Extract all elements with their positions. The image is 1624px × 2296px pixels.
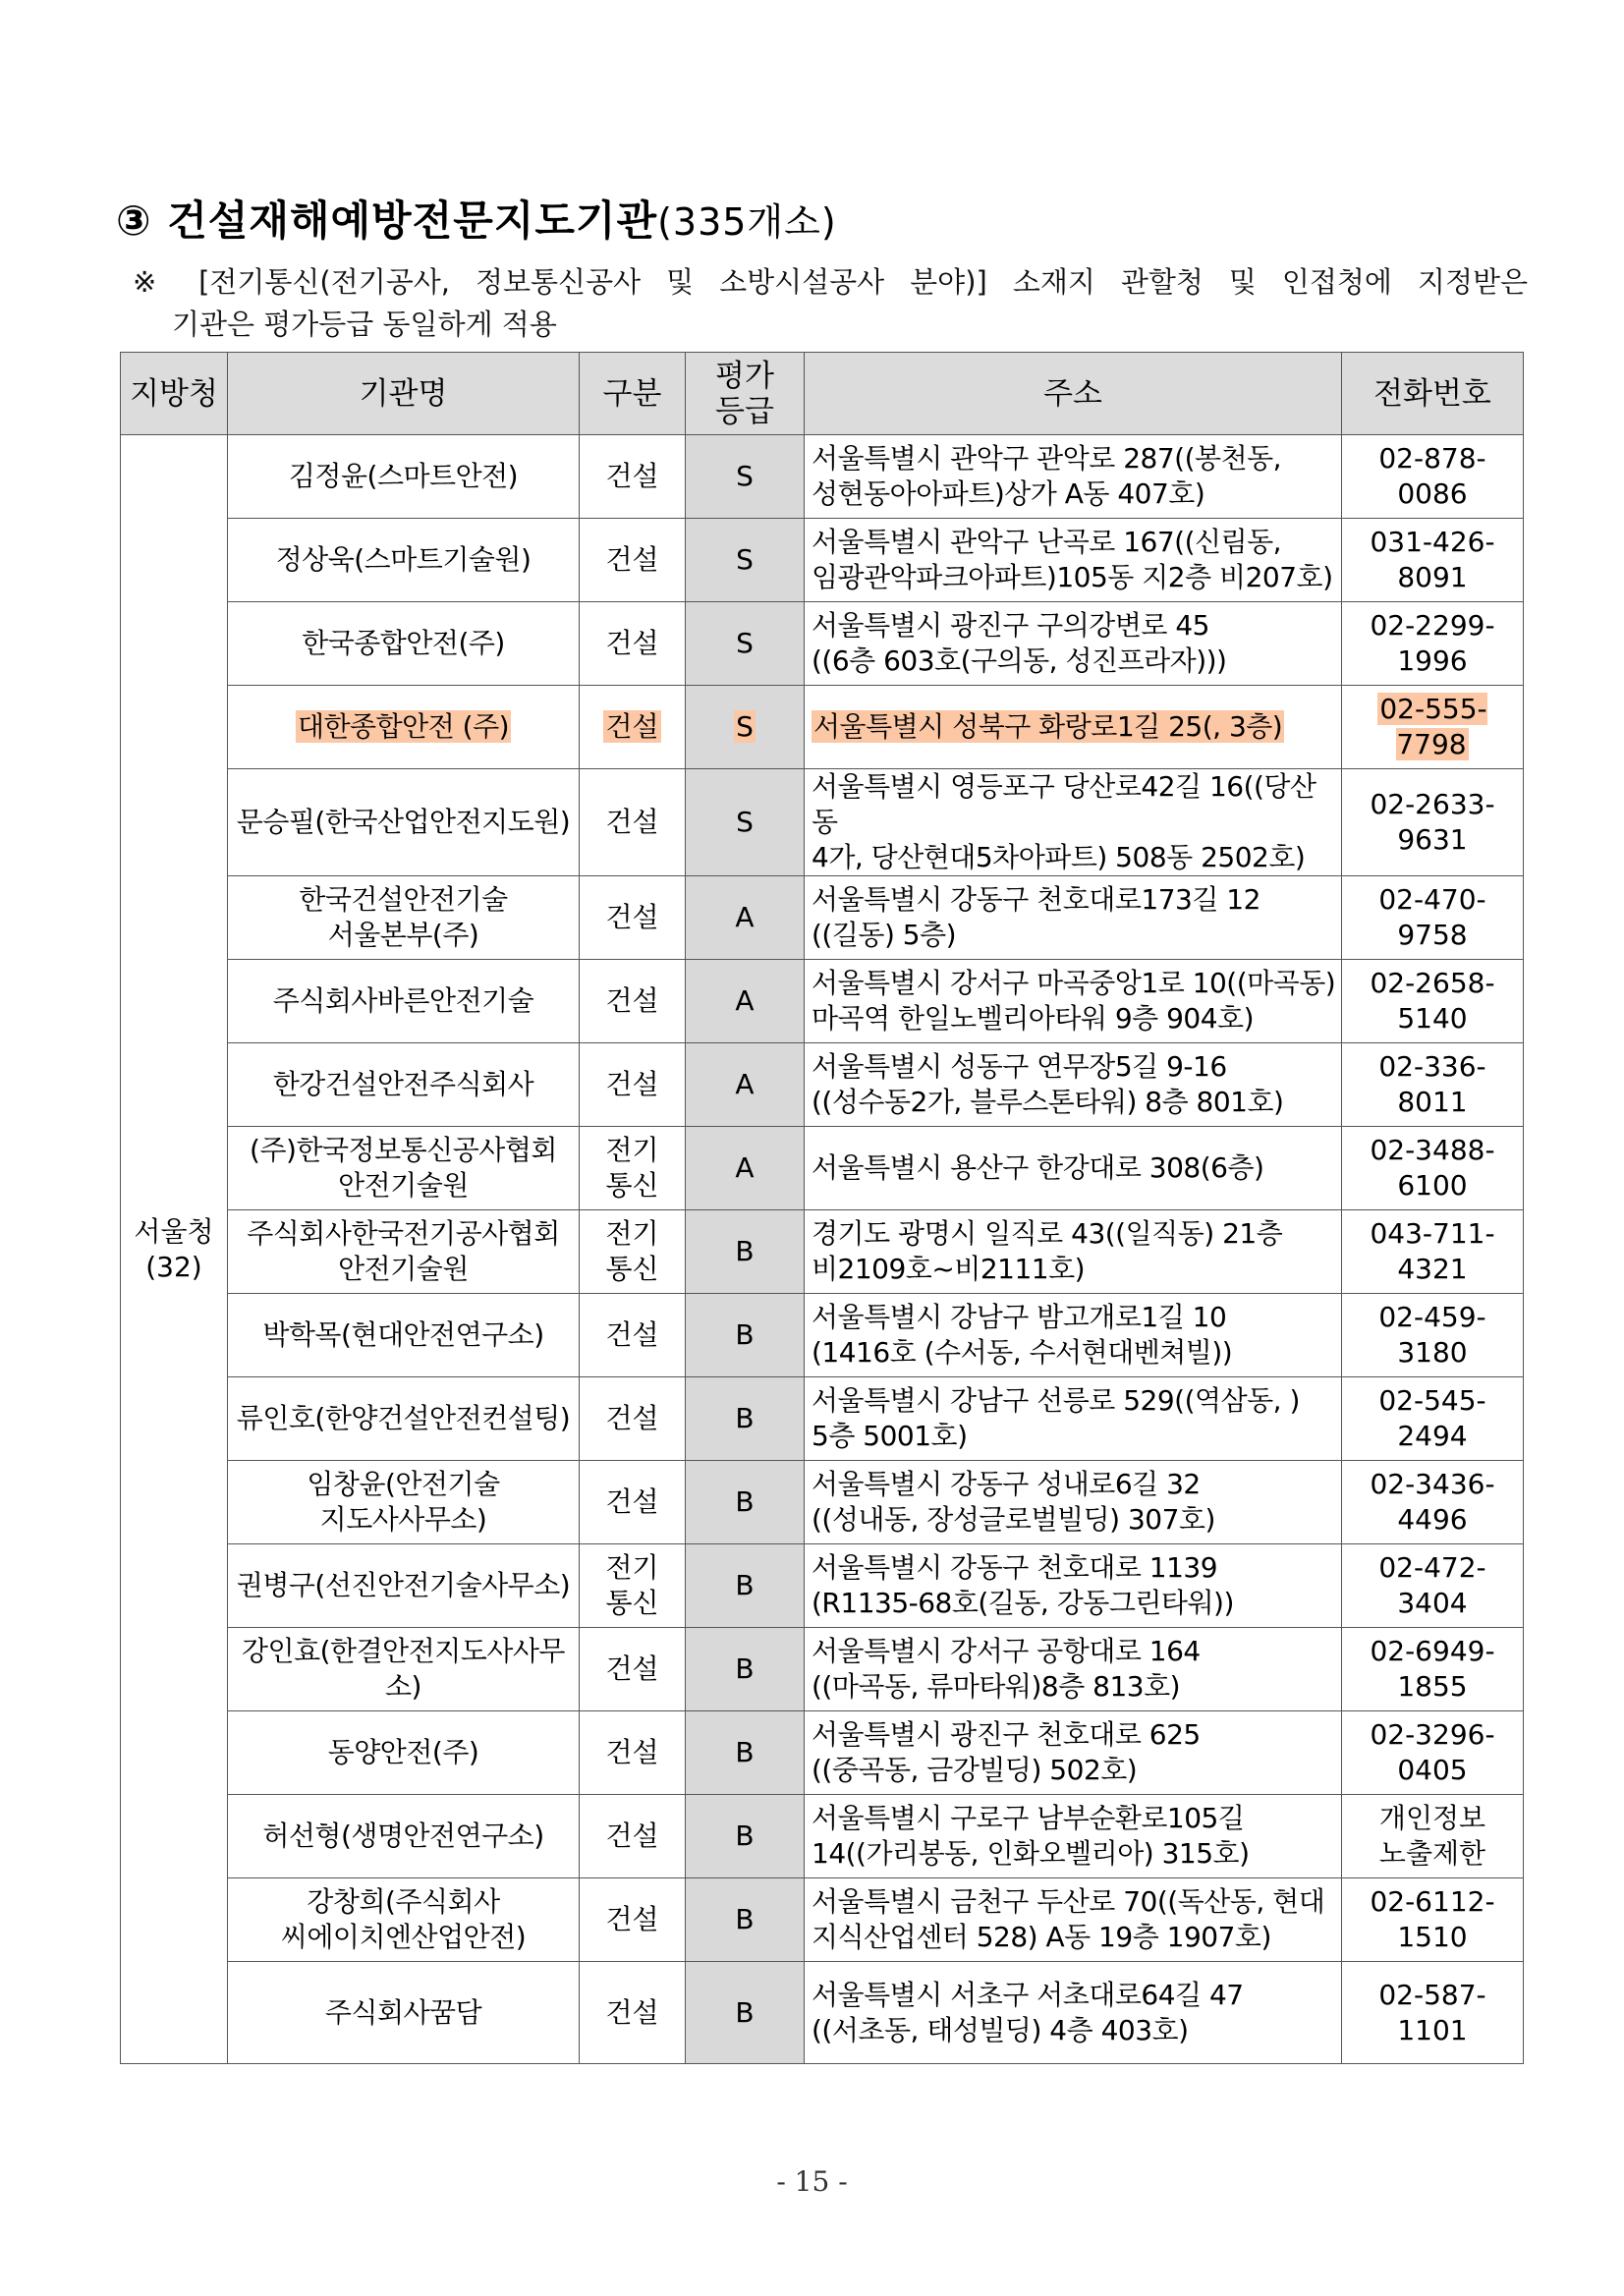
address-cell xyxy=(805,960,1342,1043)
grade-value: A xyxy=(735,901,755,933)
grade-value: B xyxy=(735,1820,755,1852)
grade-cell xyxy=(686,1043,805,1127)
phone-line: 02-545-2494 xyxy=(1378,1384,1486,1452)
address-cell xyxy=(805,1210,1342,1294)
address-line: 비2109호~비2111호) xyxy=(812,1253,1086,1285)
header-grade xyxy=(686,353,805,435)
institution-name-cell xyxy=(228,686,580,769)
institution-name-cell xyxy=(228,602,580,686)
table-row xyxy=(121,519,1524,602)
institution-name-cell xyxy=(228,1711,580,1795)
type-cell xyxy=(580,1711,686,1795)
phone-line: 02-555-7798 xyxy=(1379,693,1487,760)
type-cell xyxy=(580,435,686,519)
address-cell xyxy=(805,1461,1342,1544)
table-row xyxy=(121,960,1524,1043)
grade-value: B xyxy=(735,1402,755,1434)
address-line: 14((가리봉동, 인화오벨리아) 315호) xyxy=(812,1837,1250,1870)
type-line: 건설 xyxy=(605,1736,659,1768)
institution-table xyxy=(120,352,1524,2064)
institution-name-cell xyxy=(228,1628,580,1711)
phone-cell xyxy=(1342,1962,1524,2064)
type-cell xyxy=(580,960,686,1043)
address-line: 5층 5001호) xyxy=(812,1420,968,1452)
address-line: ((성수동2가, 블루스톤타워) 8층 801호) xyxy=(812,1086,1284,1118)
institution-name-line: 지도사사무소) xyxy=(319,1503,487,1536)
table-row xyxy=(121,769,1524,876)
institution-name-cell xyxy=(228,1461,580,1544)
section-title-text: 건설재해예방전문지도기관 xyxy=(167,196,658,245)
address-line: 마곡역 한일노벨리아타워 9층 904호) xyxy=(812,1002,1255,1035)
type-cell xyxy=(580,1210,686,1294)
phone-cell xyxy=(1342,602,1524,686)
grade-cell xyxy=(686,1711,805,1795)
type-line: 건설 xyxy=(605,460,659,492)
phone-cell xyxy=(1342,960,1524,1043)
address-cell xyxy=(805,1127,1342,1210)
grade-value: S xyxy=(736,710,754,743)
table-row xyxy=(121,1043,1524,1127)
phone-line: 02-2633-9631 xyxy=(1370,788,1495,856)
type-line: 건설 xyxy=(605,1318,659,1351)
grade-cell xyxy=(686,435,805,519)
institution-name-line: 문승필(한국산업안전지도원) xyxy=(236,806,571,838)
address-line: 4가, 당산현대5차아파트) 508동 2502호) xyxy=(812,841,1306,873)
address-line: (R1135-68호(길동, 강동그린타워)) xyxy=(812,1587,1234,1619)
address-line: 지식산업센터 528) A동 19층 1907호) xyxy=(812,1921,1271,1953)
grade-value: B xyxy=(735,1235,755,1267)
institution-name-line: 박학목(현대안전연구소) xyxy=(262,1318,544,1351)
institution-name-cell xyxy=(228,1127,580,1210)
institution-name-cell xyxy=(228,769,580,876)
type-line: 전기 xyxy=(605,1551,659,1584)
table-row xyxy=(121,1962,1524,2064)
address-line: 서울특별시 관악구 난곡로 167((신림동, xyxy=(812,526,1282,558)
header-name: 기관명 xyxy=(228,353,580,435)
grade-cell xyxy=(686,686,805,769)
address-line: ((서초동, 태성빌딩) 4층 403호) xyxy=(812,2013,1189,2046)
phone-cell xyxy=(1342,1711,1524,1795)
institution-name-line: 씨에이치엔산업안전) xyxy=(280,1921,527,1953)
address-cell xyxy=(805,769,1342,876)
table-row xyxy=(121,1544,1524,1628)
address-line: 서울특별시 강남구 밤고개로1길 10 xyxy=(812,1301,1227,1333)
type-line: 전기 xyxy=(605,1134,659,1166)
address-line: 서울특별시 강남구 선릉로 529((역삼동, ) xyxy=(812,1384,1300,1417)
address-cell xyxy=(805,1878,1342,1962)
institution-name-cell xyxy=(228,1043,580,1127)
type-cell xyxy=(580,1294,686,1377)
address-cell xyxy=(805,1377,1342,1461)
address-line: ((6층 603호(구의동, 성진프라자))) xyxy=(812,644,1227,677)
grade-cell xyxy=(686,769,805,876)
address-cell xyxy=(805,1795,1342,1878)
phone-line: 노출제한 xyxy=(1378,1837,1486,1870)
grade-cell xyxy=(686,876,805,960)
institution-name-line: 강인효(한결안전지도사사무소) xyxy=(241,1635,565,1703)
type-cell xyxy=(580,1795,686,1878)
phone-cell xyxy=(1342,1043,1524,1127)
phone-line: 02-336-8011 xyxy=(1378,1050,1486,1118)
address-cell xyxy=(805,602,1342,686)
phone-line: 02-472-3404 xyxy=(1378,1551,1486,1619)
type-line: 건설 xyxy=(605,1995,659,2029)
grade-value: B xyxy=(735,1652,755,1685)
address-line: 서울특별시 성북구 화랑로1길 25(, 3층) xyxy=(813,710,1283,743)
address-line: 경기도 광명시 일직로 43((일직동) 21층 xyxy=(812,1217,1283,1250)
type-cell xyxy=(580,519,686,602)
address-line: ((중곡동, 금강빌딩) 502호) xyxy=(812,1754,1138,1786)
phone-cell xyxy=(1342,876,1524,960)
table-row xyxy=(121,686,1524,769)
grade-cell xyxy=(686,602,805,686)
section-count: (335개소) xyxy=(657,200,837,244)
institution-name-cell xyxy=(228,1377,580,1461)
phone-cell xyxy=(1342,1628,1524,1711)
address-line: 임광관악파크아파트)105동 지2층 비207호) xyxy=(812,561,1333,593)
grade-value: B xyxy=(735,1736,755,1768)
type-line: 건설 xyxy=(605,901,659,933)
type-line: 건설 xyxy=(605,627,659,659)
type-line: 건설 xyxy=(605,543,659,576)
grade-value: S xyxy=(736,627,754,659)
grade-cell xyxy=(686,1878,805,1962)
type-line: 건설 xyxy=(605,1652,659,1685)
phone-cell xyxy=(1342,1544,1524,1628)
phone-line: 02-6112-1510 xyxy=(1370,1885,1495,1953)
grade-value: A xyxy=(735,1068,755,1100)
address-cell xyxy=(805,1544,1342,1628)
note-line-1: ※ [전기통신(전기공사, 정보통신공사 및 소방시설공사 분야)] 소재지 관할청 및 인접청에 지정받은 xyxy=(133,265,1528,299)
grade-value: S xyxy=(736,543,754,576)
grade-cell xyxy=(686,1628,805,1711)
institution-name-cell xyxy=(228,960,580,1043)
institution-name-cell xyxy=(228,1210,580,1294)
institution-name-cell xyxy=(228,1544,580,1628)
type-cell xyxy=(580,876,686,960)
phone-cell xyxy=(1342,769,1524,876)
institution-name-line: 류인호(한양건설안전컨설팅) xyxy=(236,1402,571,1434)
table-row xyxy=(121,1127,1524,1210)
type-line: 건설 xyxy=(605,1820,659,1852)
phone-line: 02-3488-6100 xyxy=(1370,1134,1495,1202)
address-line: 서울특별시 광진구 천호대로 625 xyxy=(812,1718,1201,1751)
type-line: 건설 xyxy=(605,806,659,838)
institution-name-line: 강창희(주식회사 xyxy=(307,1885,500,1918)
phone-cell xyxy=(1342,519,1524,602)
address-line: 서울특별시 용산구 한강대로 308(6층) xyxy=(812,1151,1264,1184)
institution-name-cell xyxy=(228,1795,580,1878)
institution-name-cell xyxy=(228,1294,580,1377)
table-row xyxy=(121,1878,1524,1962)
type-line: 건설 xyxy=(605,1068,659,1100)
phone-cell xyxy=(1342,1210,1524,1294)
type-line: 건설 xyxy=(605,984,659,1017)
grade-cell xyxy=(686,1795,805,1878)
institution-name-line: 권병구(선진안전기술사무소) xyxy=(236,1569,571,1601)
grade-value: B xyxy=(735,1903,755,1935)
grade-value: B xyxy=(735,1318,755,1351)
institution-name-line: (주)한국정보통신공사협회 xyxy=(250,1134,557,1166)
address-line: 서울특별시 영등포구 당산로42길 16((당산동 xyxy=(812,770,1316,838)
phone-line: 02-878-0086 xyxy=(1378,442,1486,510)
phone-line: 02-470-9758 xyxy=(1378,883,1486,951)
institution-name-line: 한국건설안전기술 xyxy=(299,883,508,916)
address-cell xyxy=(805,519,1342,602)
address-cell xyxy=(805,1962,1342,2064)
type-cell xyxy=(580,1962,686,2064)
grade-value: S xyxy=(736,460,754,492)
institution-name-line: 동양안전(주) xyxy=(327,1736,479,1768)
phone-cell xyxy=(1342,1127,1524,1210)
address-line: 서울특별시 강동구 성내로6길 32 xyxy=(812,1468,1201,1500)
table-row xyxy=(121,435,1524,519)
institution-name-line: 한국종합안전(주) xyxy=(302,627,505,659)
table-row xyxy=(121,1795,1524,1878)
address-line: ((마곡동, 류마타워)8층 813호) xyxy=(812,1670,1181,1703)
note xyxy=(133,261,1528,346)
header-region: 지방청 xyxy=(121,353,228,435)
phone-line: 031-426-8091 xyxy=(1370,526,1495,593)
type-cell xyxy=(580,1628,686,1711)
table-row xyxy=(121,1711,1524,1795)
note-line-2: 기관은 평가등급 동일하게 적용 xyxy=(172,308,557,341)
phone-line: 02-2299-1996 xyxy=(1370,609,1495,677)
section-marker: ③ xyxy=(116,196,152,245)
address-cell xyxy=(805,1043,1342,1127)
address-line: 서울특별시 금천구 두산로 70((독산동, 현대 xyxy=(812,1885,1325,1918)
grade-value: A xyxy=(735,984,755,1017)
header-phone: 전화번호 xyxy=(1342,353,1524,435)
institution-name-line: 주식회사꿈담 xyxy=(324,1995,482,2029)
grade-value: B xyxy=(735,1569,755,1601)
institution-name-line: 서울본부(주) xyxy=(327,919,479,951)
institution-name-line: 한강건설안전주식회사 xyxy=(272,1068,534,1100)
institution-name-line: 주식회사한국전기공사협회 xyxy=(247,1217,560,1250)
type-line: 통신 xyxy=(605,1169,659,1202)
type-line: 건설 xyxy=(605,1402,659,1434)
table-row xyxy=(121,1461,1524,1544)
institution-name-line: 허선형(생명안전연구소) xyxy=(262,1820,544,1852)
institution-name-line: 주식회사바른안전기술 xyxy=(272,984,534,1017)
type-line: 건설 xyxy=(605,710,659,743)
type-line: 건설 xyxy=(605,1485,659,1518)
grade-cell xyxy=(686,519,805,602)
grade-cell xyxy=(686,1962,805,2064)
institution-name-line: 임창윤(안전기술 xyxy=(307,1468,500,1500)
institution-name-line: 정상욱(스마트기술원) xyxy=(275,543,532,576)
type-cell xyxy=(580,1043,686,1127)
phone-line: 02-2658-5140 xyxy=(1370,967,1495,1035)
address-line: 서울특별시 성동구 연무장5길 9-16 xyxy=(812,1050,1227,1083)
address-line: 서울특별시 광진구 구의강변로 45 xyxy=(812,609,1209,642)
grade-cell xyxy=(686,1210,805,1294)
phone-cell xyxy=(1342,1377,1524,1461)
address-line: 성현동아아파트)상가 A동 407호) xyxy=(812,477,1205,510)
type-cell xyxy=(580,602,686,686)
type-line: 통신 xyxy=(605,1253,659,1285)
institution-name-line: 안전기술원 xyxy=(338,1169,469,1202)
type-line: 건설 xyxy=(605,1903,659,1935)
grade-cell xyxy=(686,960,805,1043)
region-cell xyxy=(121,435,228,2064)
header-address: 주소 xyxy=(805,353,1342,435)
grade-value: S xyxy=(736,806,754,838)
header-grade-line-1: 평가 xyxy=(715,358,774,394)
grade-value: B xyxy=(735,1995,755,2029)
address-line: 서울특별시 강서구 공항대로 164 xyxy=(812,1635,1201,1667)
institution-name-line: 안전기술원 xyxy=(338,1253,469,1285)
address-line: 서울특별시 강동구 천호대로 1139 xyxy=(812,1551,1218,1584)
type-line: 통신 xyxy=(605,1587,659,1619)
grade-cell xyxy=(686,1377,805,1461)
type-cell xyxy=(580,1878,686,1962)
address-line: 서울특별시 강서구 마곡중앙1로 10((마곡동) xyxy=(812,967,1336,999)
address-line: ((길동) 5층) xyxy=(812,919,957,951)
type-line: 전기 xyxy=(605,1217,659,1250)
address-cell xyxy=(805,1628,1342,1711)
phone-line: 02-587-1101 xyxy=(1378,1978,1486,2046)
address-line: 서울특별시 강동구 천호대로173길 12 xyxy=(812,883,1260,916)
institution-name-cell xyxy=(228,435,580,519)
institution-name-cell xyxy=(228,876,580,960)
grade-cell xyxy=(686,1544,805,1628)
address-cell xyxy=(805,686,1342,769)
address-line: ((성내동, 장성글로벌빌딩) 307호) xyxy=(812,1503,1215,1536)
table-row xyxy=(121,876,1524,960)
type-cell xyxy=(580,1544,686,1628)
phone-cell xyxy=(1342,435,1524,519)
table-row xyxy=(121,1628,1524,1711)
table-row xyxy=(121,1377,1524,1461)
phone-line: 02-6949-1855 xyxy=(1370,1635,1495,1703)
grade-cell xyxy=(686,1294,805,1377)
institution-name-line: 대한종합안전 (주) xyxy=(297,710,510,743)
address-cell xyxy=(805,435,1342,519)
phone-cell xyxy=(1342,1878,1524,1962)
phone-cell xyxy=(1342,686,1524,769)
phone-line: 02-3296-0405 xyxy=(1370,1718,1495,1786)
institution-name-cell xyxy=(228,519,580,602)
phone-cell xyxy=(1342,1294,1524,1377)
grade-cell xyxy=(686,1127,805,1210)
phone-line: 개인정보 xyxy=(1378,1802,1486,1834)
type-cell xyxy=(580,769,686,876)
phone-cell xyxy=(1342,1461,1524,1544)
institution-name-cell xyxy=(228,1962,580,2064)
header-grade-line-2: 등급 xyxy=(715,393,774,429)
table-header-row xyxy=(121,353,1524,435)
table-row xyxy=(121,1210,1524,1294)
address-line: (1416호 (수서동, 수서현대벤쳐빌)) xyxy=(812,1336,1233,1369)
type-cell xyxy=(580,1377,686,1461)
address-line: 서울특별시 구로구 남부순환로105길 xyxy=(812,1802,1245,1834)
grade-value: A xyxy=(735,1151,755,1184)
institution-name-line: 김정윤(스마트안전) xyxy=(288,460,519,492)
region-count: (32) xyxy=(145,1250,202,1283)
address-line: 서울특별시 서초구 서초대로64길 47 xyxy=(812,1978,1244,2011)
grade-value: B xyxy=(735,1485,755,1518)
type-cell xyxy=(580,686,686,769)
address-cell xyxy=(805,1294,1342,1377)
phone-line: 02-459-3180 xyxy=(1378,1301,1486,1369)
grade-cell xyxy=(686,1461,805,1544)
region-name: 서울청 xyxy=(134,1214,214,1248)
phone-line: 043-711-4321 xyxy=(1370,1217,1495,1285)
page-number: - 15 - xyxy=(776,2165,848,2198)
institution-name-cell xyxy=(228,1878,580,1962)
section-title xyxy=(116,189,837,248)
address-line: 서울특별시 관악구 관악로 287((봉천동, xyxy=(812,442,1282,475)
header-type: 구분 xyxy=(580,353,686,435)
type-cell xyxy=(580,1461,686,1544)
address-cell xyxy=(805,1711,1342,1795)
phone-cell xyxy=(1342,1795,1524,1878)
address-cell xyxy=(805,876,1342,960)
table-row xyxy=(121,602,1524,686)
type-cell xyxy=(580,1127,686,1210)
phone-line: 02-3436-4496 xyxy=(1370,1468,1495,1536)
table-row xyxy=(121,1294,1524,1377)
